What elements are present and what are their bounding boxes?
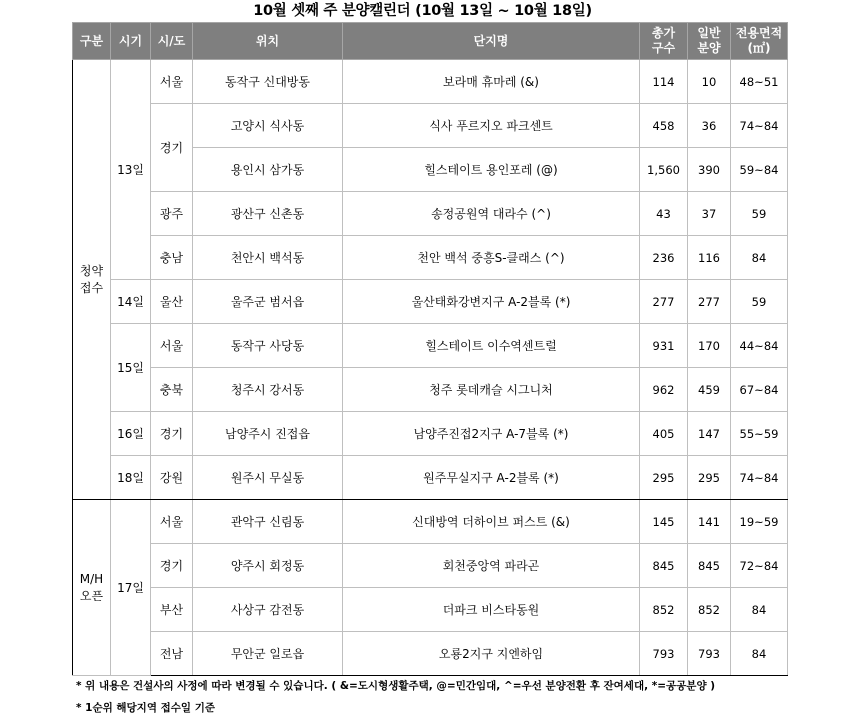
complex-cell: 오룡2지구 지엔하임 [343, 632, 640, 676]
location-cell: 남양주시 진접읍 [193, 412, 343, 456]
total-cell: 405 [640, 412, 688, 456]
complex-cell: 보라매 휴마레 (&) [343, 60, 640, 104]
total-cell: 114 [640, 60, 688, 104]
total-cell: 277 [640, 280, 688, 324]
complex-cell: 원주무실지구 A-2블록 (*) [343, 456, 640, 500]
complex-cell: 울산태화강변지구 A-2블록 (*) [343, 280, 640, 324]
complex-cell: 힐스테이트 이수역센트럴 [343, 324, 640, 368]
table-row [73, 588, 788, 632]
area-cell: 72~84 [731, 544, 788, 588]
area-cell: 19~59 [731, 500, 788, 544]
table-row [73, 280, 788, 324]
general-cell: 141 [688, 500, 731, 544]
region-cell: 광주 [151, 192, 193, 236]
complex-cell: 신대방역 더하이브 퍼스트 (&) [343, 500, 640, 544]
complex-cell: 회천중앙역 파라곤 [343, 544, 640, 588]
footnote-basis: * 1순위 해당지역 접수일 기준 [76, 702, 215, 714]
general-cell: 170 [688, 324, 731, 368]
header-location: 위치 [193, 23, 343, 60]
region-cell: 울산 [151, 280, 193, 324]
table-row [73, 192, 788, 236]
location-cell: 동작구 신대방동 [193, 60, 343, 104]
footnotes [76, 675, 715, 719]
area-cell: 74~84 [731, 104, 788, 148]
table-row [73, 412, 788, 456]
complex-cell: 힐스테이트 용인포레 (@) [343, 148, 640, 192]
location-cell: 고양시 식사동 [193, 104, 343, 148]
header-timing: 시기 [111, 23, 151, 60]
location-cell: 천안시 백석동 [193, 236, 343, 280]
location-cell: 양주시 회정동 [193, 544, 343, 588]
header-row [73, 23, 788, 60]
table-row [73, 500, 788, 544]
table-row [73, 544, 788, 588]
region-cell: 부산 [151, 588, 193, 632]
area-cell: 44~84 [731, 324, 788, 368]
date-14: 14일 [111, 280, 151, 324]
location-cell: 원주시 무실동 [193, 456, 343, 500]
date-18: 18일 [111, 456, 151, 500]
sales-calendar-table [72, 22, 788, 676]
general-cell: 116 [688, 236, 731, 280]
category-model-house-open: M/H 오픈 [73, 500, 111, 676]
general-cell: 845 [688, 544, 731, 588]
header-category: 구분 [73, 23, 111, 60]
complex-cell: 청주 롯데캐슬 시그니처 [343, 368, 640, 412]
header-total-units: 총가 구수 [640, 23, 688, 60]
total-cell: 43 [640, 192, 688, 236]
area-cell: 74~84 [731, 456, 788, 500]
footnote-legend: * 위 내용은 건설사의 사정에 따라 변경될 수 있습니다. ( &=도시형생활주택, @=민간임대, ^=우선 분양전환 후 잔여세대, *=공공분양 ) [76, 680, 716, 692]
complex-cell: 송정공원역 대라수 (^) [343, 192, 640, 236]
area-cell: 48~51 [731, 60, 788, 104]
total-cell: 236 [640, 236, 688, 280]
header-region: 시/도 [151, 23, 193, 60]
complex-cell: 더파크 비스타동원 [343, 588, 640, 632]
total-cell: 1,560 [640, 148, 688, 192]
region-cell: 서울 [151, 324, 193, 368]
complex-cell: 남양주진접2지구 A-7블록 (*) [343, 412, 640, 456]
date-16: 16일 [111, 412, 151, 456]
area-cell: 67~84 [731, 368, 788, 412]
header-complex: 단지명 [343, 23, 640, 60]
general-cell: 793 [688, 632, 731, 676]
region-cell: 경기 [151, 412, 193, 456]
location-cell: 용인시 삼가동 [193, 148, 343, 192]
page-title: 10월 셋째 주 분양캘린더 (10월 13일 ~ 10월 18일) [253, 3, 592, 19]
total-cell: 458 [640, 104, 688, 148]
date-17: 17일 [111, 500, 151, 676]
general-cell: 37 [688, 192, 731, 236]
location-cell: 사상구 감전동 [193, 588, 343, 632]
header-general-units: 일반 분양 [688, 23, 731, 60]
general-cell: 459 [688, 368, 731, 412]
table-row [73, 104, 788, 148]
total-cell: 845 [640, 544, 688, 588]
table-row [73, 324, 788, 368]
region-cell: 서울 [151, 60, 193, 104]
general-cell: 36 [688, 104, 731, 148]
total-cell: 793 [640, 632, 688, 676]
date-13: 13일 [111, 60, 151, 280]
area-cell: 84 [731, 236, 788, 280]
location-cell: 광산구 신촌동 [193, 192, 343, 236]
table-row [73, 456, 788, 500]
general-cell: 390 [688, 148, 731, 192]
total-cell: 295 [640, 456, 688, 500]
region-cell: 강원 [151, 456, 193, 500]
complex-cell: 천안 백석 중흥S-클래스 (^) [343, 236, 640, 280]
total-cell: 145 [640, 500, 688, 544]
complex-cell: 식사 푸르지오 파크센트 [343, 104, 640, 148]
general-cell: 277 [688, 280, 731, 324]
region-cell: 경기 [151, 104, 193, 192]
area-cell: 59 [731, 280, 788, 324]
table-row [73, 236, 788, 280]
region-cell: 충남 [151, 236, 193, 280]
area-cell: 59~84 [731, 148, 788, 192]
header-area: 전용면적 (㎡) [731, 23, 788, 60]
region-cell: 경기 [151, 544, 193, 588]
area-cell: 84 [731, 632, 788, 676]
region-cell: 충북 [151, 368, 193, 412]
date-15: 15일 [111, 324, 151, 412]
region-cell: 서울 [151, 500, 193, 544]
total-cell: 962 [640, 368, 688, 412]
location-cell: 울주군 범서읍 [193, 280, 343, 324]
general-cell: 10 [688, 60, 731, 104]
total-cell: 852 [640, 588, 688, 632]
location-cell: 청주시 강서동 [193, 368, 343, 412]
general-cell: 295 [688, 456, 731, 500]
location-cell: 동작구 사당동 [193, 324, 343, 368]
location-cell: 무안군 일로읍 [193, 632, 343, 676]
general-cell: 852 [688, 588, 731, 632]
table-row [73, 60, 788, 104]
total-cell: 931 [640, 324, 688, 368]
area-cell: 59 [731, 192, 788, 236]
table-row [73, 632, 788, 676]
area-cell: 84 [731, 588, 788, 632]
table-row [73, 368, 788, 412]
region-cell: 전남 [151, 632, 193, 676]
area-cell: 55~59 [731, 412, 788, 456]
general-cell: 147 [688, 412, 731, 456]
location-cell: 관악구 신림동 [193, 500, 343, 544]
category-subscription: 청약 접수 [73, 60, 111, 500]
